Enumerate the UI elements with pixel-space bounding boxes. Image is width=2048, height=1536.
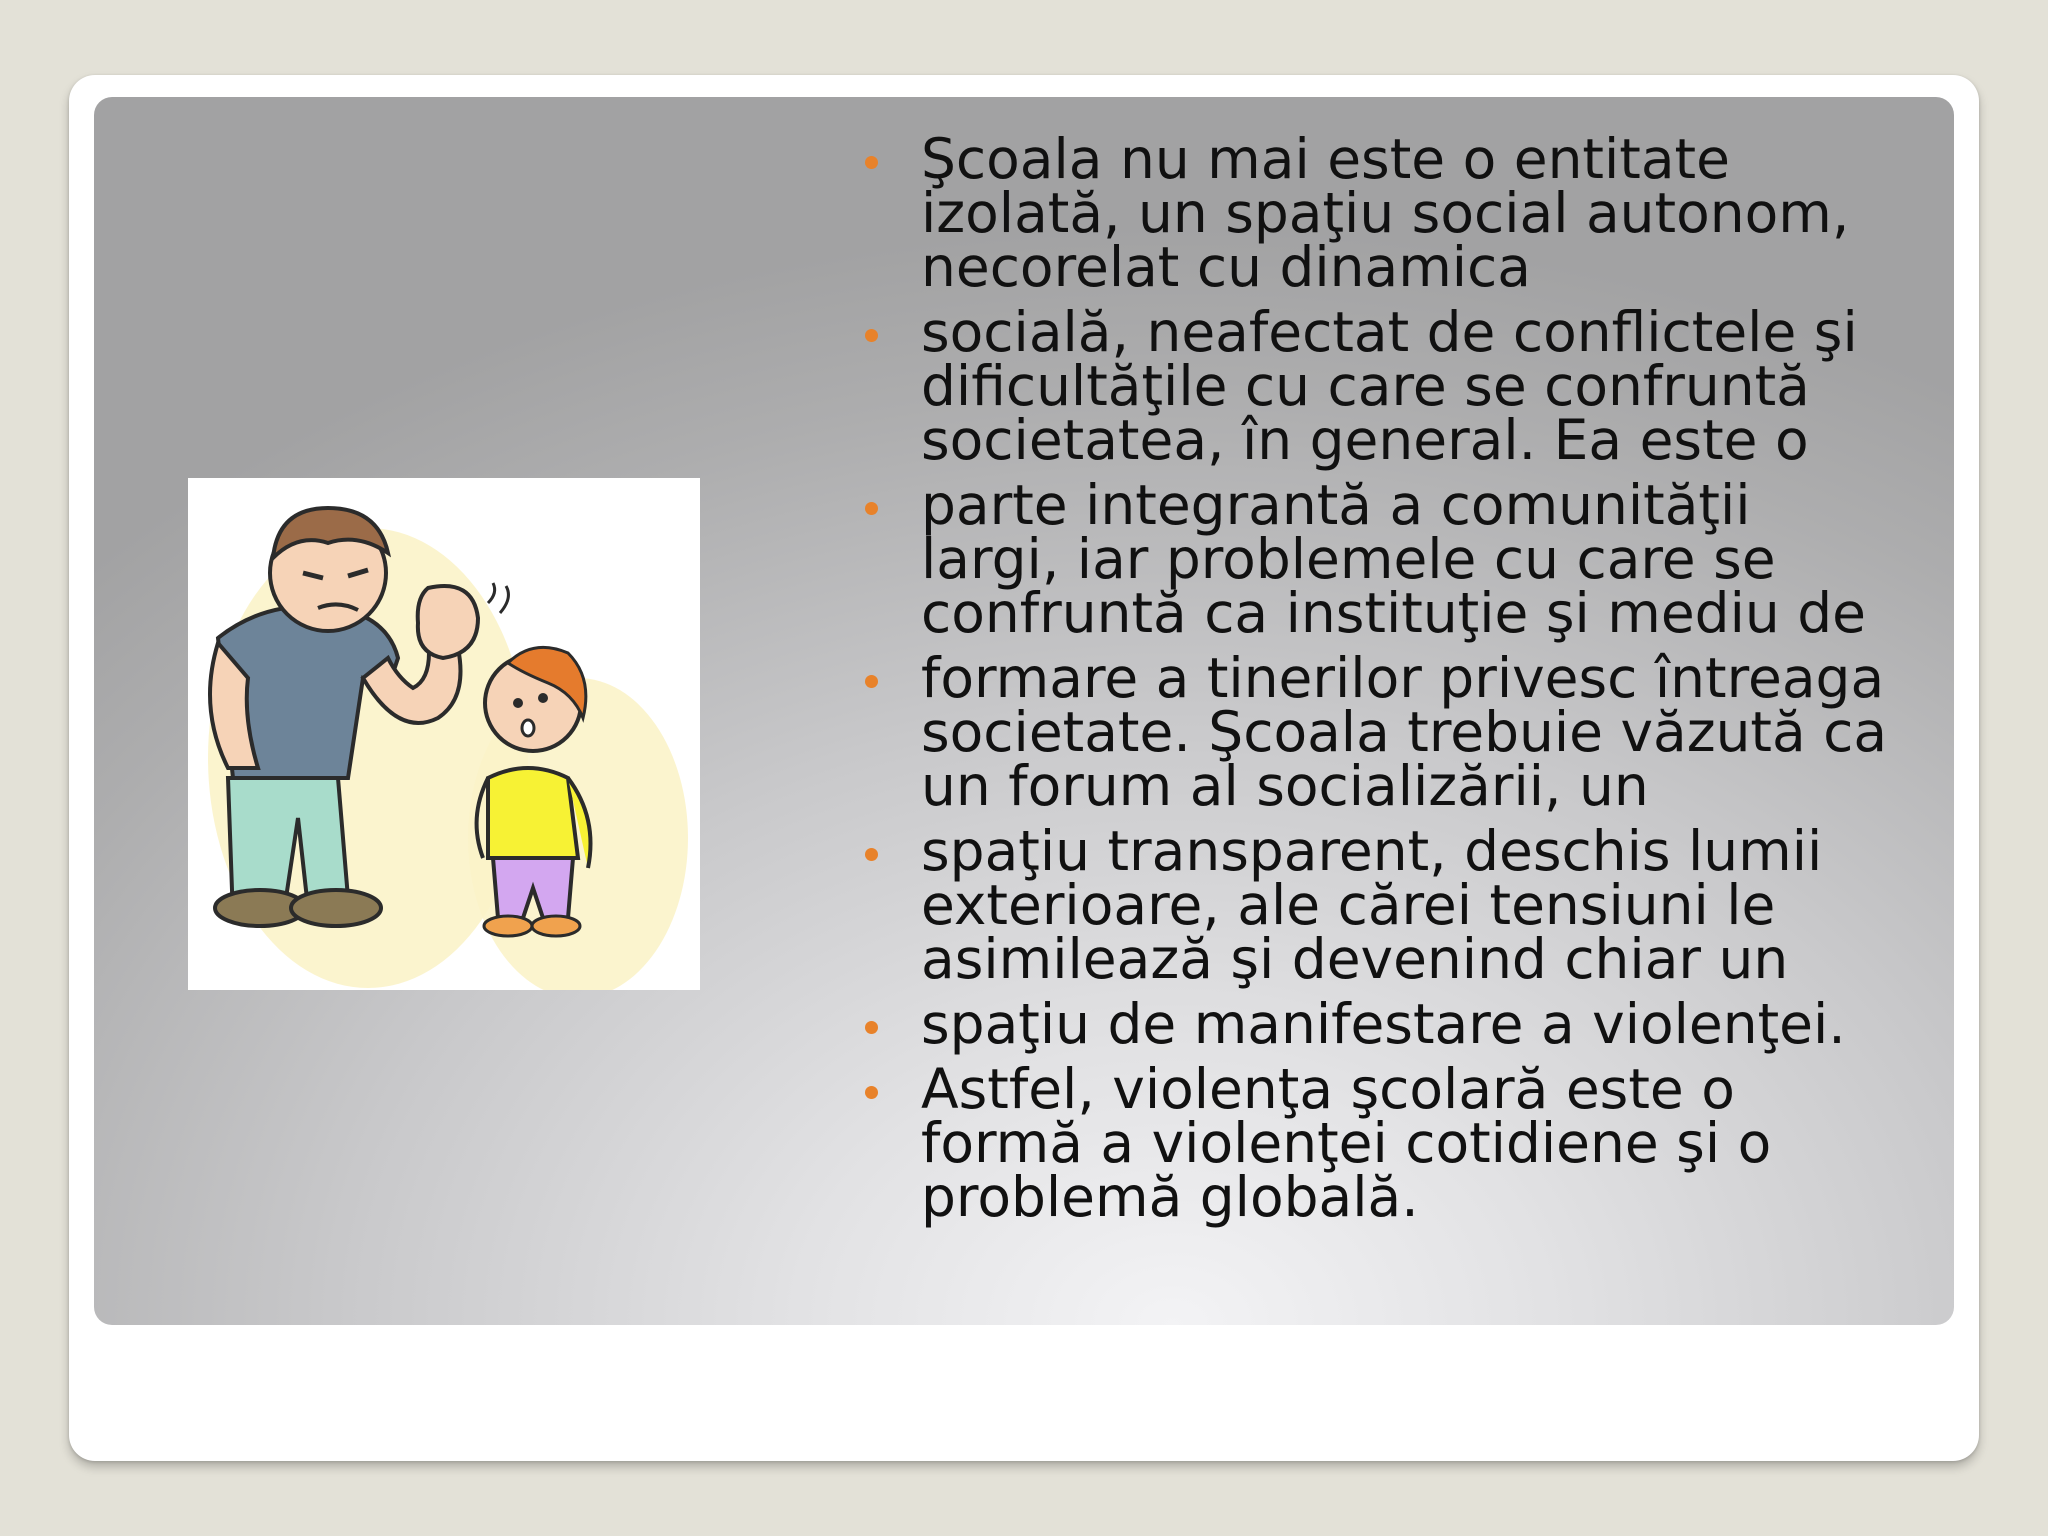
bullet-list — [855, 127, 1955, 1235]
bullet-line: parte integrantă a comunităţii — [921, 473, 1751, 537]
bullet-line: formă a violenţei cotidiene şi o — [921, 1111, 1772, 1175]
bullet-dot-icon — [865, 848, 878, 861]
bullet-line: largi, iar problemele cu care se — [921, 527, 1776, 591]
bullet-line: societate. Şcoala trebuie văzută ca — [921, 700, 1888, 764]
bullet-item — [855, 1057, 1955, 1229]
bullet-item — [855, 473, 1955, 645]
bullet-item — [855, 127, 1955, 299]
bullet-line: confruntă ca instituţie şi mediu de — [921, 581, 1866, 645]
bullet-dot-icon — [865, 502, 878, 515]
bullet-item — [855, 819, 1955, 991]
bullet-dot-icon — [865, 675, 878, 688]
bullet-line: societatea, în general. Ea este o — [921, 408, 1809, 472]
bullet-item — [855, 646, 1955, 818]
bullet-line: un forum al socializării, un — [921, 754, 1649, 818]
bullet-item — [855, 300, 1955, 472]
bullet-line: spaţiu de manifestare a violenţei. — [921, 992, 1846, 1056]
bullet-line: Astfel, violenţa şcolară este o — [921, 1057, 1735, 1121]
bullet-line: problemă globală. — [921, 1165, 1419, 1229]
bullet-dot-icon — [865, 329, 878, 342]
bullet-line: asimilează şi devenind chiar un — [921, 927, 1789, 991]
bully-threatening-child-icon — [188, 478, 700, 990]
bullet-line: socială, neafectat de conflictele şi — [921, 300, 1858, 364]
bullet-item — [855, 992, 1955, 1056]
bullet-line: Şcoala nu mai este o entitate — [921, 127, 1730, 191]
bullet-line: dificultăţile cu care se confruntă — [921, 354, 1810, 418]
bullet-dot-icon — [865, 1021, 878, 1034]
bullet-dot-icon — [865, 156, 878, 169]
bullet-line: spaţiu transparent, deschis lumii — [921, 819, 1823, 883]
bullet-dot-icon — [865, 1086, 878, 1099]
bullet-line: necorelat cu dinamica — [921, 235, 1531, 299]
bullet-line: formare a tinerilor privesc întreaga — [921, 646, 1885, 710]
bullet-line: exterioare, ale cărei tensiuni le — [921, 873, 1776, 937]
bullet-line: izolată, un spaţiu social autonom, — [921, 181, 1850, 245]
